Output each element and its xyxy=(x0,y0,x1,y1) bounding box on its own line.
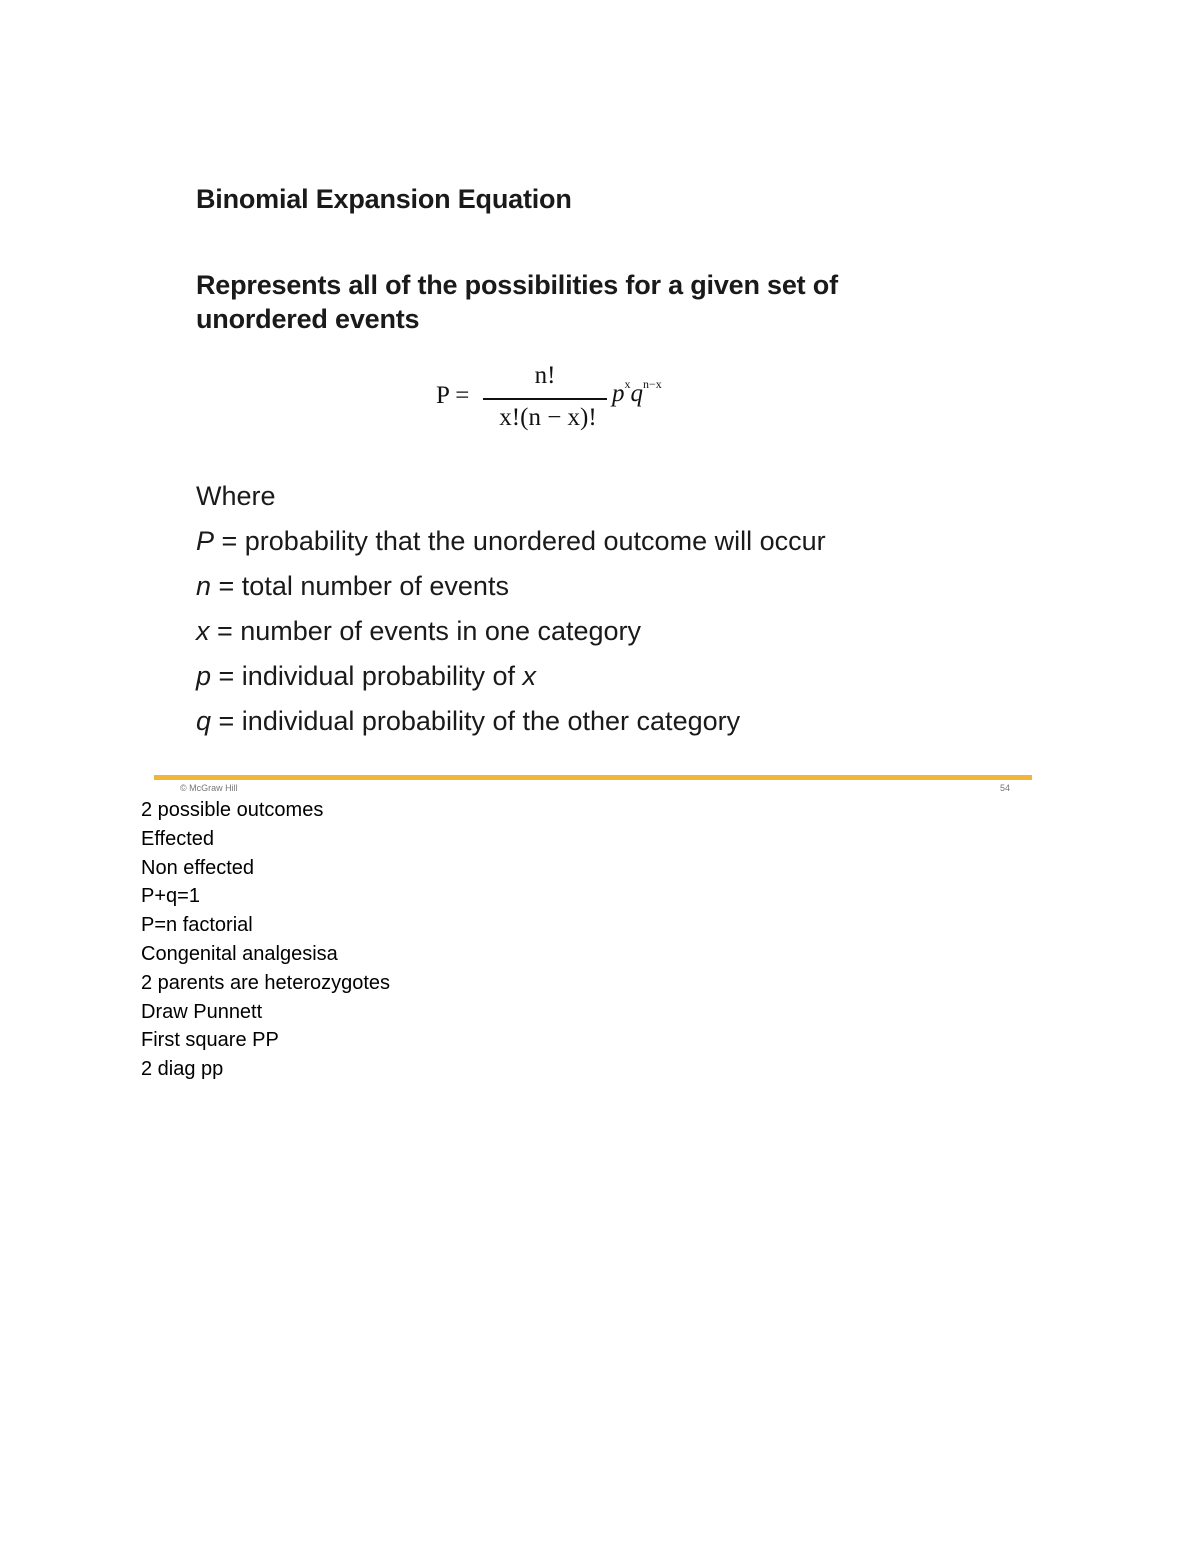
definition-symbol: x xyxy=(196,616,210,646)
definition-text: = number of events in one category xyxy=(209,616,642,646)
formula-lhs: P = xyxy=(436,382,470,409)
formula-exp-x: x xyxy=(624,376,631,391)
definitions-block xyxy=(196,474,826,744)
slide-title: Binomial Expansion Equation xyxy=(196,184,572,214)
note-line: P+q=1 xyxy=(141,885,200,908)
definition-row xyxy=(196,564,826,609)
footer-accent-rule xyxy=(154,775,1032,780)
definition-symbol: q xyxy=(196,706,212,736)
formula-q: q xyxy=(630,380,643,407)
formula-numerator: n! xyxy=(534,362,556,389)
note-line: 2 parents are heterozygotes xyxy=(141,971,391,994)
footer-copyright: © McGraw Hill xyxy=(180,783,238,793)
definition-symbol: p xyxy=(196,661,212,691)
note-line: P=n factorial xyxy=(141,914,253,937)
note-line: Congenital analgesisa xyxy=(141,942,338,965)
slide-subtitle: Represents all of the possibilities for a given set of unordered events xyxy=(196,270,838,334)
note-line: First square PP xyxy=(141,1029,279,1052)
notes-block xyxy=(141,796,390,1084)
definition-text: = probability that the unordered outcome will occur xyxy=(214,526,826,556)
note-line: Effected xyxy=(141,827,215,850)
definition-text: = individual probability of xyxy=(211,661,523,691)
definition-trailing-symbol: x xyxy=(522,661,536,691)
formula-p: p xyxy=(612,380,625,407)
note-line: Non effected xyxy=(141,856,255,879)
note-line: Draw Punnett xyxy=(141,1000,263,1023)
formula-denominator: x!(n − x)! xyxy=(499,404,597,431)
definition-row xyxy=(196,609,826,654)
formula-rhs xyxy=(612,376,662,408)
where-label: Where xyxy=(196,481,276,511)
formula-exp-nx: n−x xyxy=(643,376,662,391)
footer-page-number: 54 xyxy=(1000,783,1011,793)
fraction-bar xyxy=(483,398,607,400)
definition-row xyxy=(196,654,826,699)
definition-text: = total number of events xyxy=(211,571,509,601)
definition-text: = individual probability of the other category xyxy=(211,706,741,736)
definition-symbol: n xyxy=(196,571,212,601)
note-line: 2 possible outcomes xyxy=(141,799,324,821)
definition-symbol: P xyxy=(196,526,215,556)
note-line: 2 diag pp xyxy=(141,1058,224,1081)
definition-row xyxy=(196,519,826,564)
definition-row xyxy=(196,699,826,744)
